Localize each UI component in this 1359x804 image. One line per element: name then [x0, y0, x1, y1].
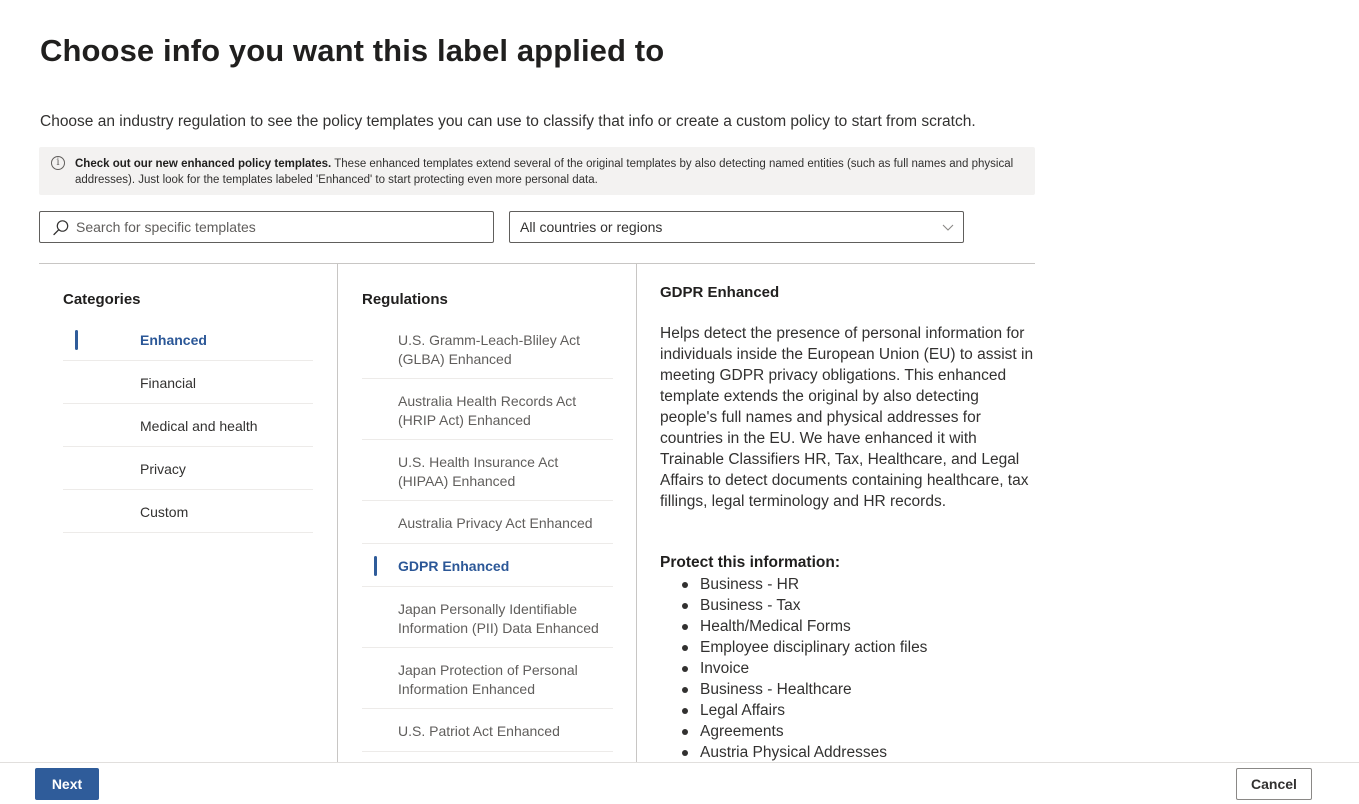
footer-bar [0, 762, 1359, 804]
bullet-icon [682, 729, 688, 735]
regulation-item[interactable] [362, 379, 613, 440]
regulation-item[interactable] [362, 587, 613, 648]
protect-info-item [700, 742, 927, 763]
regulation-item[interactable] [362, 501, 613, 544]
bullet-icon [682, 687, 688, 693]
page-title: Choose info you want this label applied to [40, 33, 665, 68]
page-subtitle: Choose an industry regulation to see the policy templates you can use to classify that info or create a custom policy to start from scratch. [40, 113, 976, 130]
category-item[interactable] [63, 490, 313, 533]
info-message-bar [39, 147, 1035, 195]
protect-info-item-label: Austria Physical Addresses [700, 744, 887, 761]
category-item[interactable] [63, 404, 313, 447]
info-message-text [75, 156, 1020, 188]
protect-info-item [700, 700, 927, 721]
category-item-label: Custom [140, 504, 189, 520]
selected-indicator [374, 556, 377, 576]
category-item[interactable] [63, 447, 313, 490]
protect-info-item [700, 721, 927, 742]
detail-title: GDPR Enhanced [660, 284, 780, 301]
protect-info-item [700, 595, 927, 616]
regulation-item-label: GDPR Enhanced [398, 558, 510, 574]
detail-description: Helps detect the presence of personal information for individuals inside the European Union (EU) to assist in meeting GDPR privacy obligations. This enhanced template extends the original by also detecting people's full names and physical addresses for countries in the EU. We have enhanced it with Trainable Classifiers HR, Tax, Healthcare, and Legal Affairs to detect documents containing healthcare, tax fillings, legal terminology and HR records. [660, 325, 1034, 510]
section-divider [39, 263, 1035, 264]
selected-indicator [75, 330, 78, 350]
info-icon: i [51, 156, 65, 170]
protect-info-item [700, 574, 927, 595]
regulation-item[interactable] [362, 648, 613, 709]
search-input[interactable] [76, 212, 486, 242]
protect-info-item [700, 658, 927, 679]
regulation-item-label: U.S. Patriot Act Enhanced [398, 723, 560, 739]
bullet-icon [682, 666, 688, 672]
protect-info-item-label: Business - Healthcare [700, 681, 852, 698]
regulation-item[interactable] [362, 440, 613, 501]
regulation-item-label: U.S. Health Insurance Act (HIPAA) Enhanced [398, 454, 559, 489]
category-item-label: Privacy [140, 461, 186, 477]
cancel-button[interactable]: Cancel [1236, 768, 1312, 800]
protect-info-item-label: Business - HR [700, 576, 800, 593]
info-message-body: These enhanced templates extend several of the original templates by also detecting named entities (such as full names and physical addresses). Just look for the templates labeled 'Enhanced' to start protecting even more personal data. [75, 158, 1014, 186]
protect-heading: Protect this information: [660, 554, 840, 571]
column-divider [636, 264, 637, 762]
chevron-down-icon [941, 220, 955, 234]
category-item-label: Financial [140, 375, 197, 391]
regulation-item[interactable] [362, 544, 613, 587]
regulation-item-label: Japan Personally Identifiable Information (PII) Data Enhanced [398, 601, 599, 636]
bullet-icon [682, 624, 688, 630]
column-divider [337, 264, 338, 762]
search-box[interactable] [39, 211, 494, 243]
bullet-icon [682, 582, 688, 588]
regulation-item-label: Australia Health Records Act (HRIP Act) Enhanced [398, 393, 577, 428]
next-button[interactable]: Next [35, 768, 99, 800]
protect-info-item [700, 616, 927, 637]
protect-info-list [700, 574, 927, 763]
categories-list [63, 318, 313, 533]
protect-info-item [700, 679, 927, 700]
category-item[interactable] [63, 361, 313, 404]
protect-info-item-label: Health/Medical Forms [700, 618, 851, 635]
region-dropdown-value: All countries or regions [520, 219, 663, 235]
category-item[interactable] [63, 318, 313, 361]
protect-info-item-label: Employee disciplinary action files [700, 639, 928, 656]
protect-info-item-label: Invoice [700, 660, 750, 677]
protect-info-item-label: Business - Tax [700, 597, 801, 614]
protect-info-item-label: Agreements [700, 723, 784, 740]
regulation-item-label: Japan Protection of Personal Information Enhanced [398, 662, 578, 697]
bullet-icon [682, 750, 688, 756]
category-item-label: Medical and health [140, 418, 258, 434]
category-item-label: Enhanced [140, 332, 207, 348]
search-icon [52, 219, 70, 237]
regulation-item[interactable] [362, 318, 613, 379]
bullet-icon [682, 645, 688, 651]
region-dropdown[interactable] [509, 211, 964, 243]
protect-info-item [700, 637, 927, 658]
regulation-item-label: U.S. Gramm-Leach-Bliley Act (GLBA) Enhanced [398, 332, 581, 367]
categories-heading: Categories [63, 291, 141, 308]
info-message-bold: Check out our new enhanced policy templates. [75, 158, 332, 170]
protect-info-item-label: Legal Affairs [700, 702, 786, 719]
bullet-icon [682, 708, 688, 714]
regulations-heading: Regulations [362, 291, 448, 308]
regulation-item[interactable] [362, 709, 613, 752]
regulation-item-label: Australia Privacy Act Enhanced [398, 515, 593, 531]
regulations-list [362, 318, 613, 752]
template-detail-panel [660, 284, 1040, 512]
bullet-icon [682, 603, 688, 609]
